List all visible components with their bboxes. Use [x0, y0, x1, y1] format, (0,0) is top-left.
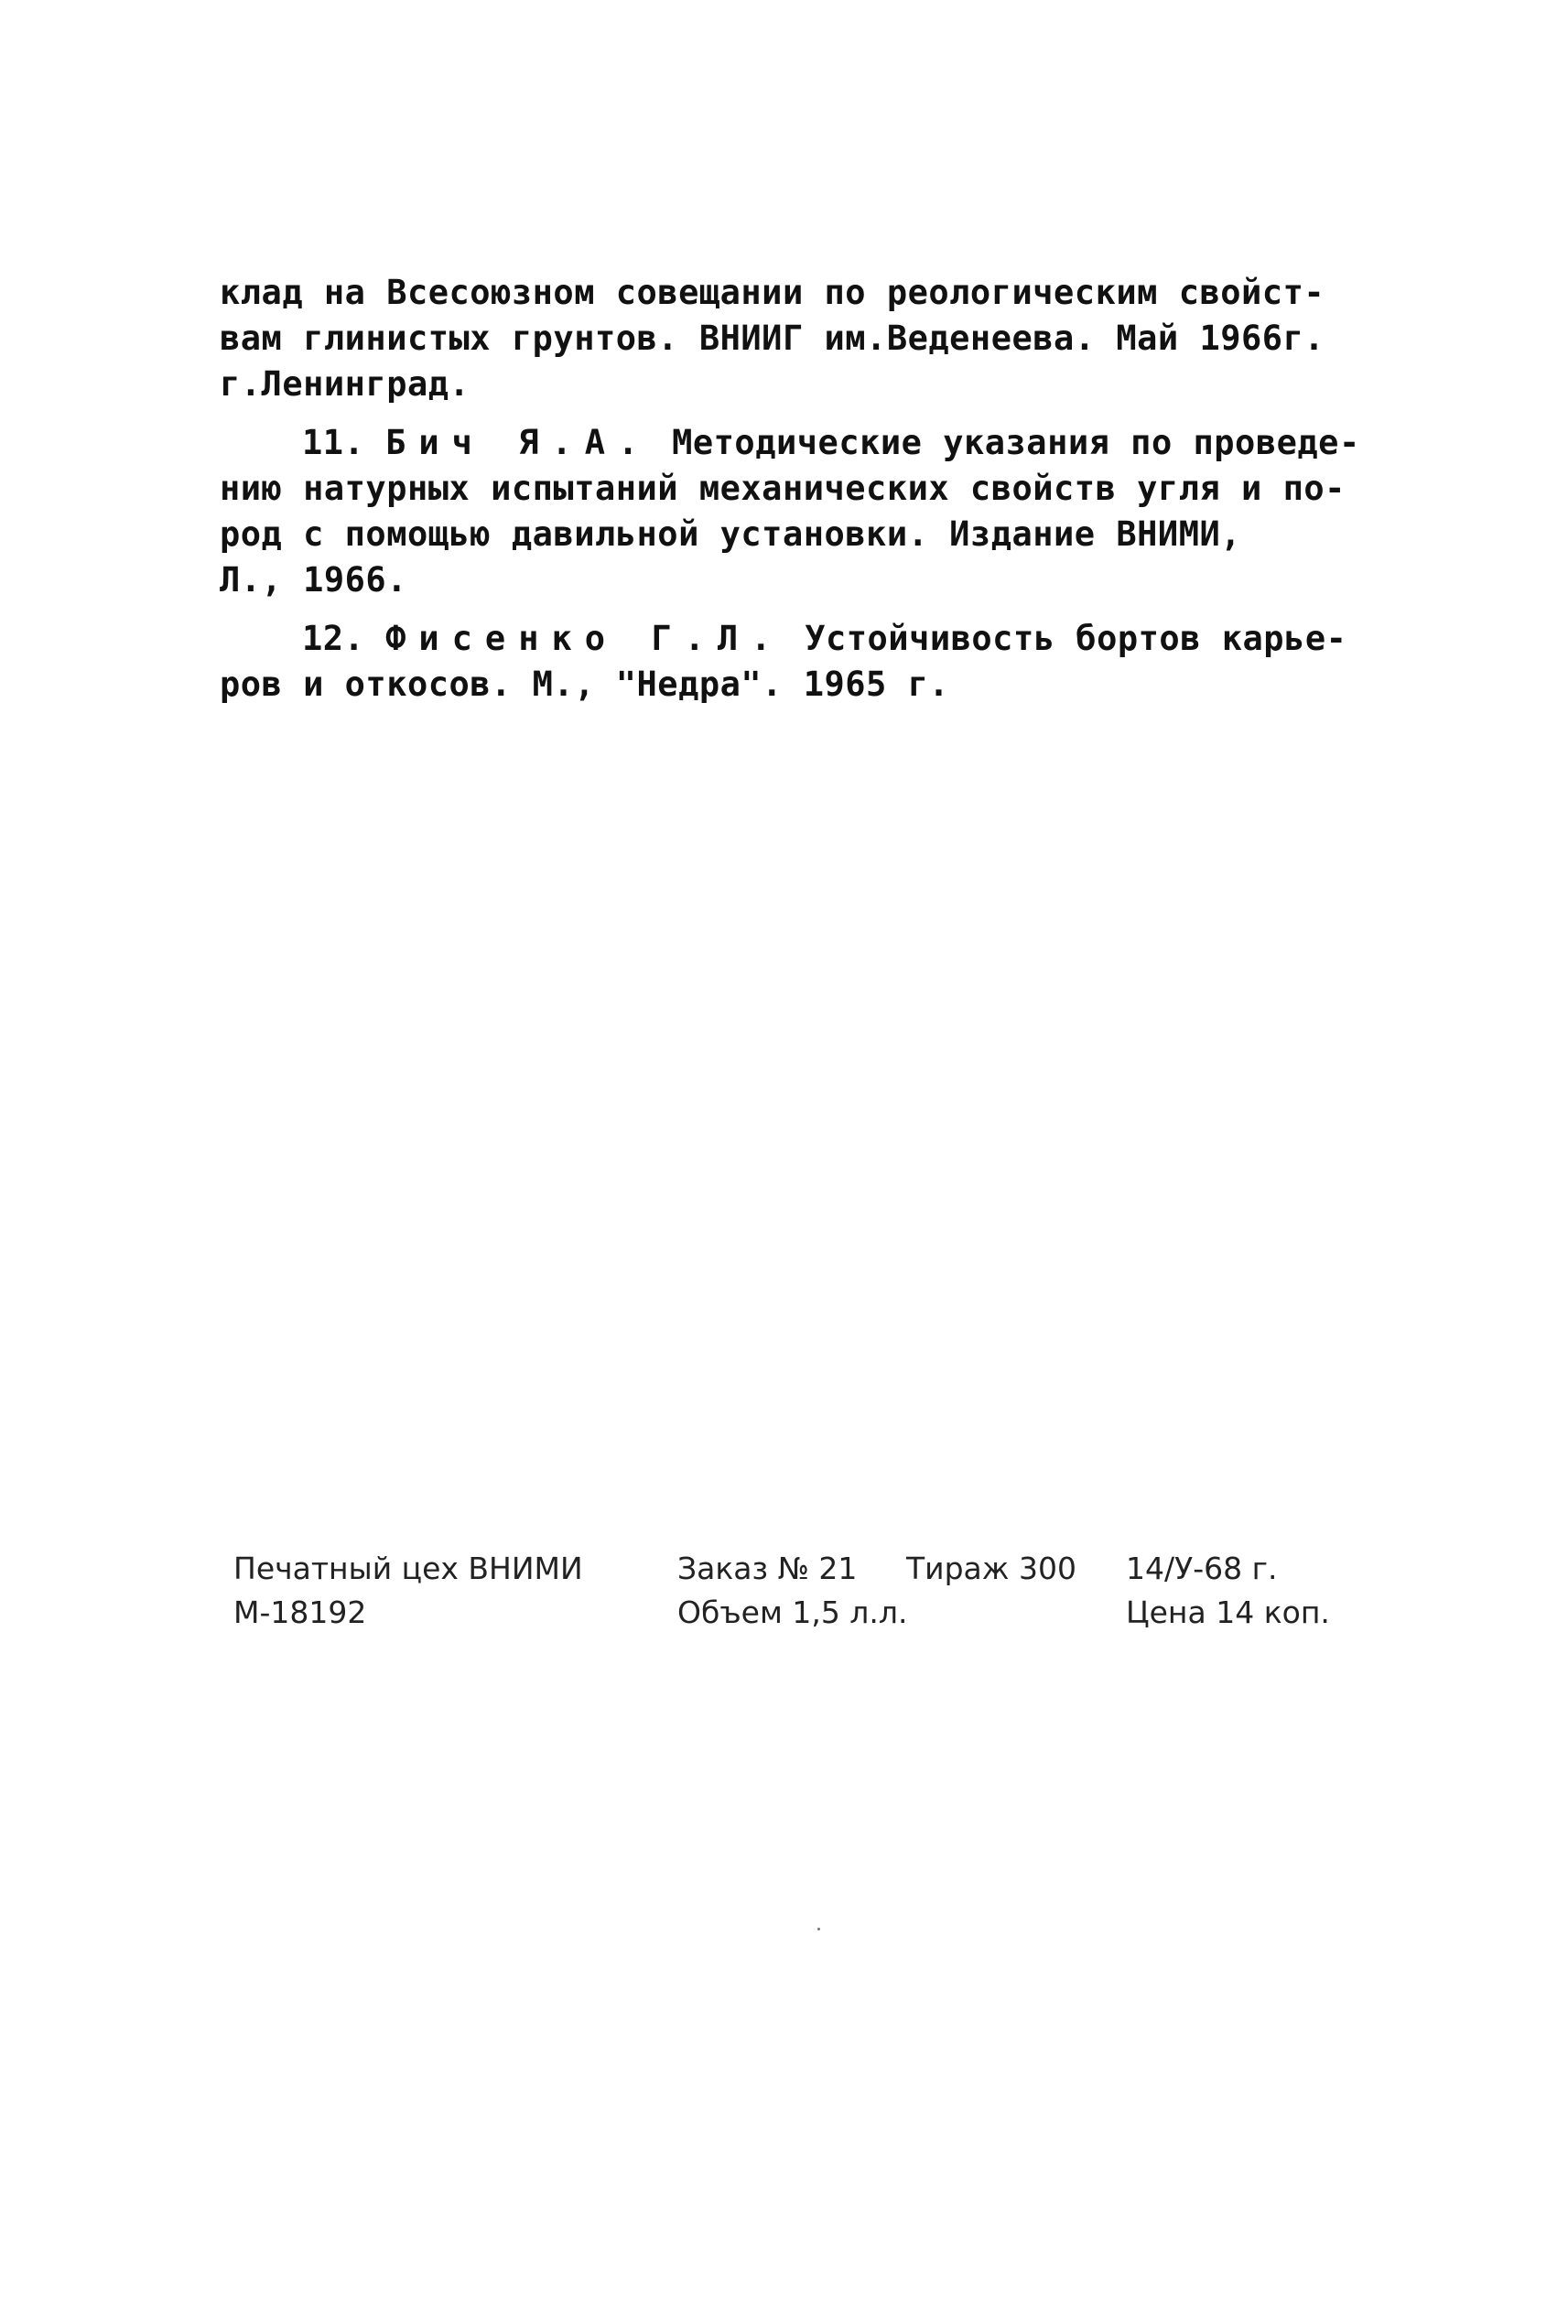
print-date: 14/У-68 г.: [1126, 1551, 1278, 1586]
imprint-row-1: [233, 1547, 1332, 1591]
ref11-line4: Л., 1966.: [220, 560, 407, 600]
ref11-line1: [220, 420, 1400, 466]
ref11-author: Бич Я.А.: [385, 423, 652, 462]
ref10-line3: г.Ленинград.: [220, 364, 470, 404]
ref11-title-start: Методические указания по проведе-: [672, 423, 1360, 462]
price-info: Цена 14 коп.: [1126, 1594, 1330, 1630]
reference-11: [220, 420, 1400, 603]
imprint-row-2: [233, 1591, 1332, 1635]
publication-code: М-18192: [233, 1594, 367, 1630]
ref10-line2: вам глинистых грунтов. ВНИИГ им.Веденеева. Май 1966г.: [220, 319, 1325, 358]
scan-speck: [817, 1928, 820, 1930]
ref12-author: Фисенко Г.Л.: [385, 619, 784, 658]
volume-info: Объем 1,5 л.л.: [677, 1594, 908, 1630]
reference-12: [220, 616, 1400, 708]
ref11-line2: нию натурных испытаний механических свойств угля и по-: [220, 469, 1346, 508]
imprint-block: [233, 1547, 1332, 1635]
references-list: [220, 270, 1400, 708]
ref10-line1: клад на Всесоюзном совещании по реологическим свойст-: [220, 273, 1325, 312]
printing-shop: Печатный цех ВНИМИ: [233, 1551, 583, 1586]
reference-10-continuation: [220, 270, 1400, 407]
ref12-number: 12.: [302, 619, 365, 658]
order-number: Заказ № 21: [677, 1551, 858, 1586]
print-run: Тираж 300: [906, 1551, 1076, 1586]
ref12-line2: ров и откосов. М., "Недра". 1965 г.: [220, 665, 950, 704]
ref12-line1: [220, 616, 1400, 662]
ref11-line3: род с помощью давильной установки. Издание ВНИМИ,: [220, 514, 1242, 554]
ref12-title-start: Устойчивость бортов карье-: [805, 619, 1347, 658]
ref11-number: 11.: [302, 423, 365, 462]
